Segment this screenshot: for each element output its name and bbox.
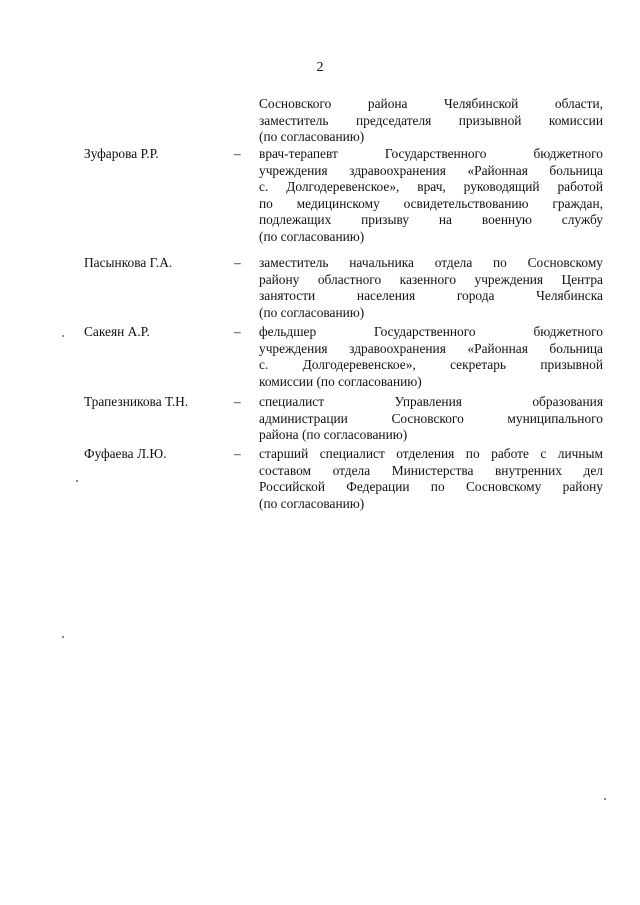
- description-line: фельдшер Государственного бюджетного: [259, 324, 603, 339]
- continuation-line: Сосновского района Челябинской области,: [259, 96, 603, 111]
- page-number: 2: [316, 60, 324, 75]
- description-line: Российской Федерации по Сосновскому району: [259, 479, 603, 495]
- continuation-text: [259, 96, 603, 146]
- description-line: с. Долгодеревенское», секретарь призывной: [259, 357, 603, 373]
- description-line: врач-терапевт Государственного бюджетного: [259, 146, 603, 161]
- member-description: [259, 394, 603, 444]
- member-dash: –: [234, 324, 241, 339]
- description-line: района (по согласованию): [259, 427, 408, 443]
- description-line: специалист Управления образования: [259, 394, 603, 409]
- description-line: старший специалист отделения по работе с личным: [259, 446, 603, 461]
- description-line: администрации Сосновского муниципального: [259, 410, 603, 426]
- member-description: [259, 324, 603, 390]
- description-line: (по согласованию): [259, 228, 365, 244]
- description-line: району областного казенного учреждения Центра: [259, 271, 603, 287]
- description-line: подлежащих призыву на военную службу: [259, 212, 603, 228]
- scan-speck: [604, 798, 606, 800]
- member-name: Зуфарова Р.Р.: [84, 146, 159, 161]
- scan-speck: [76, 480, 78, 482]
- member-name: Трапезникова Т.Н.: [84, 394, 189, 409]
- member-name: Фуфаева Л.Ю.: [84, 446, 167, 461]
- member-dash: –: [234, 146, 241, 161]
- scan-speck: [62, 335, 64, 337]
- member-description: [259, 255, 603, 321]
- member-dash: –: [234, 255, 241, 270]
- member-dash: –: [234, 394, 241, 409]
- description-line: учреждения здравоохранения «Районная больница: [259, 340, 603, 356]
- continuation-line: (по согласованию): [259, 129, 365, 145]
- description-line: занятости населения города Челябинска: [259, 288, 603, 304]
- continuation-line: заместитель председателя призывной комиссии: [259, 112, 603, 128]
- scan-speck: [62, 636, 64, 638]
- description-line: (по согласованию): [259, 495, 365, 511]
- description-line: составом отдела Министерства внутренних дел: [259, 462, 603, 478]
- member-description: [259, 446, 603, 512]
- member-name: Пасынкова Г.А.: [84, 255, 173, 270]
- description-line: учреждения здравоохранения «Районная больница: [259, 162, 603, 178]
- member-description: [259, 146, 603, 246]
- member-dash: –: [234, 446, 241, 461]
- description-line: с. Долгодеревенское», врач, руководящий работой: [259, 179, 603, 195]
- description-line: (по согласованию): [259, 304, 365, 320]
- description-line: заместитель начальника отдела по Сосновскому: [259, 255, 603, 270]
- member-name: Сакеян А.Р.: [84, 324, 150, 339]
- description-line: по медицинскому освидетельствованию граждан,: [259, 195, 603, 211]
- description-line: комиссии (по согласованию): [259, 373, 422, 389]
